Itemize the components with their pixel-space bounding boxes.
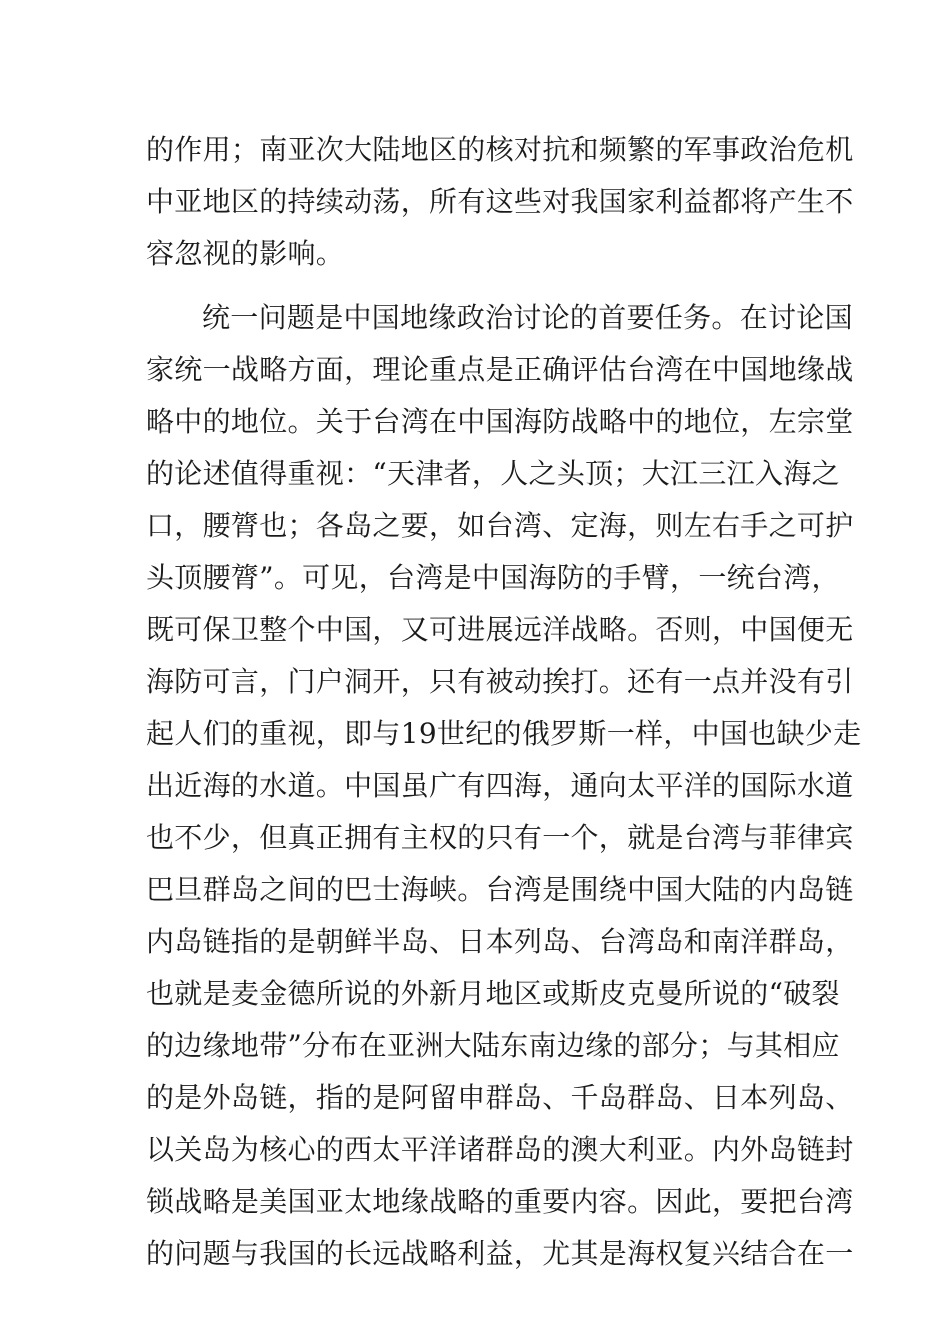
paragraph-gap — [146, 280, 816, 292]
text-line: 略中的地位。关于台湾在中国海防战略中的地位，左宗堂 — [146, 405, 854, 438]
text-line: 口，腰膂也；各岛之要，如台湾、定海，则左右手之可护 — [146, 509, 854, 542]
text-line: 既可保卫整个中国，又可进展远洋战略。否则，中国便无 — [146, 613, 854, 646]
text-line: 起人们的重视，即与19世纪的俄罗斯一样，中国也缺少走 — [146, 717, 862, 750]
text-line: 头顶腰膂”。可见，台湾是中国海防的手臂，一统台湾， — [146, 561, 840, 594]
text-line: 出近海的水道。中国虽广有四海，通向太平洋的国际水道 — [146, 769, 854, 802]
text-line: 锁战略是美国亚太地缘战略的重要内容。因此，要把台湾 — [146, 1185, 854, 1218]
text-line: 容忽视的影响。 — [146, 237, 345, 270]
paragraph-1 — [146, 124, 854, 280]
text-line: 也就是麦金德所说的外新月地区或斯皮克曼所说的“破裂 — [146, 977, 840, 1010]
text-line: 也不少，但真正拥有主权的只有一个，就是台湾与菲律宾 — [146, 821, 854, 854]
text-line: 的是外岛链，指的是阿留申群岛、千岛群岛、日本列岛、 — [146, 1081, 854, 1114]
text-line: 统一问题是中国地缘政治讨论的首要任务。在讨论国 — [202, 301, 853, 334]
text-line: 以关岛为核心的西太平洋诸群岛的澳大利亚。内外岛链封 — [146, 1133, 854, 1166]
text-line: 的论述值得重视：“天津者，人之头顶；大江三江入海之 — [146, 457, 840, 490]
text-line: 中亚地区的持续动荡，所有这些对我国家利益都将产生不 — [146, 185, 854, 218]
text-line: 巴旦群岛之间的巴士海峡。台湾是围绕中国大陆的内岛链 — [146, 873, 854, 906]
text-line: 的问题与我国的长远战略利益，尤其是海权复兴结合在一 — [146, 1237, 854, 1270]
text-line: 的边缘地带”分布在亚洲大陆东南边缘的部分；与其相应 — [146, 1029, 840, 1062]
document-body — [146, 124, 862, 1280]
text-line: 家统一战略方面，理论重点是正确评估台湾在中国地缘战 — [146, 353, 854, 386]
text-line: 的作用；南亚次大陆地区的核对抗和频繁的军事政治危机 — [146, 133, 854, 166]
text-line: 内岛链指的是朝鲜半岛、日本列岛、台湾岛和南洋群岛， — [146, 925, 854, 958]
text-line: 海防可言，门户洞开，只有被动挨打。还有一点并没有引 — [146, 665, 854, 698]
paragraph-2 — [146, 292, 862, 1280]
